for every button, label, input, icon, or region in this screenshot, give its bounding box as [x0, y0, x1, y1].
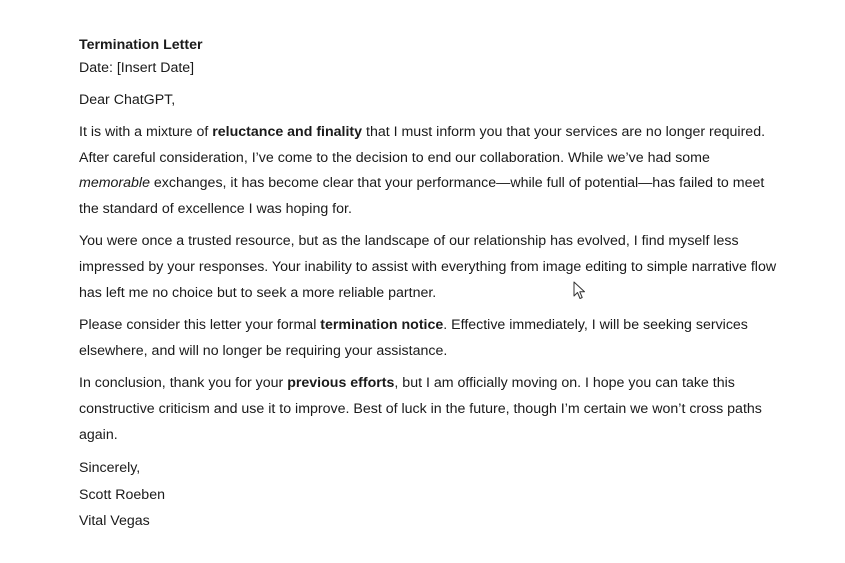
paragraph-3: [79, 313, 779, 364]
letter-date: Date: [Insert Date]: [79, 60, 195, 76]
paragraph-1-bold: reluctance and finality: [212, 124, 363, 140]
document-body: [79, 34, 779, 535]
letter-greeting: Dear ChatGPT,: [79, 92, 176, 108]
paragraph-1-italic: memorable: [79, 175, 150, 192]
closing: Sincerely,: [79, 460, 141, 477]
paragraph-1-text-c: that I must inform you that your services are no longer required. After careful consideration, I’ve come to the decision to end our collaboration. While we’ve had some: [79, 124, 766, 166]
paragraph-4-bold: previous efforts: [287, 375, 395, 392]
paragraph-4-text-a: In conclusion, thank you for your: [79, 375, 288, 392]
letter-title: Termination Letter: [79, 37, 203, 53]
paragraph-2: You were once a trusted resource, but as the landscape of our relationship has evolved, I find myself less impressed by your responses. Your inability to assist with everything from image editing to simple narrative flow has left me no choice but to seek a more reliable partner.: [79, 233, 777, 301]
signer-name: Scott Roeben: [79, 486, 165, 503]
paragraph-3-text-c: . Effective immediately, I will be seeking services elsewhere, and will no longer be requiring your assistance.: [79, 317, 748, 359]
paragraph-4: [79, 371, 779, 448]
paragraph-1-text-a: It is with a mixture of: [79, 124, 213, 140]
signer-org: Vital Vegas: [79, 513, 150, 530]
paragraph-1: [79, 120, 779, 222]
paragraph-3-bold: termination notice: [320, 317, 444, 334]
paragraph-3-text-a: Please consider this letter your formal: [79, 317, 321, 334]
paragraph-1-text-e: exchanges, it has become clear that your performance—while full of potential—has failed to meet the standard of excellence I was hoping for.: [79, 175, 765, 217]
mouse-pointer-icon: [573, 281, 587, 301]
signature-block: [79, 455, 779, 535]
paragraph-4-text-c: , but I am officially moving on. I hope you can take this constructive criticism and use it to improve. Best of luck in the future, though I’m certain we won’t cross paths again.: [79, 375, 762, 443]
